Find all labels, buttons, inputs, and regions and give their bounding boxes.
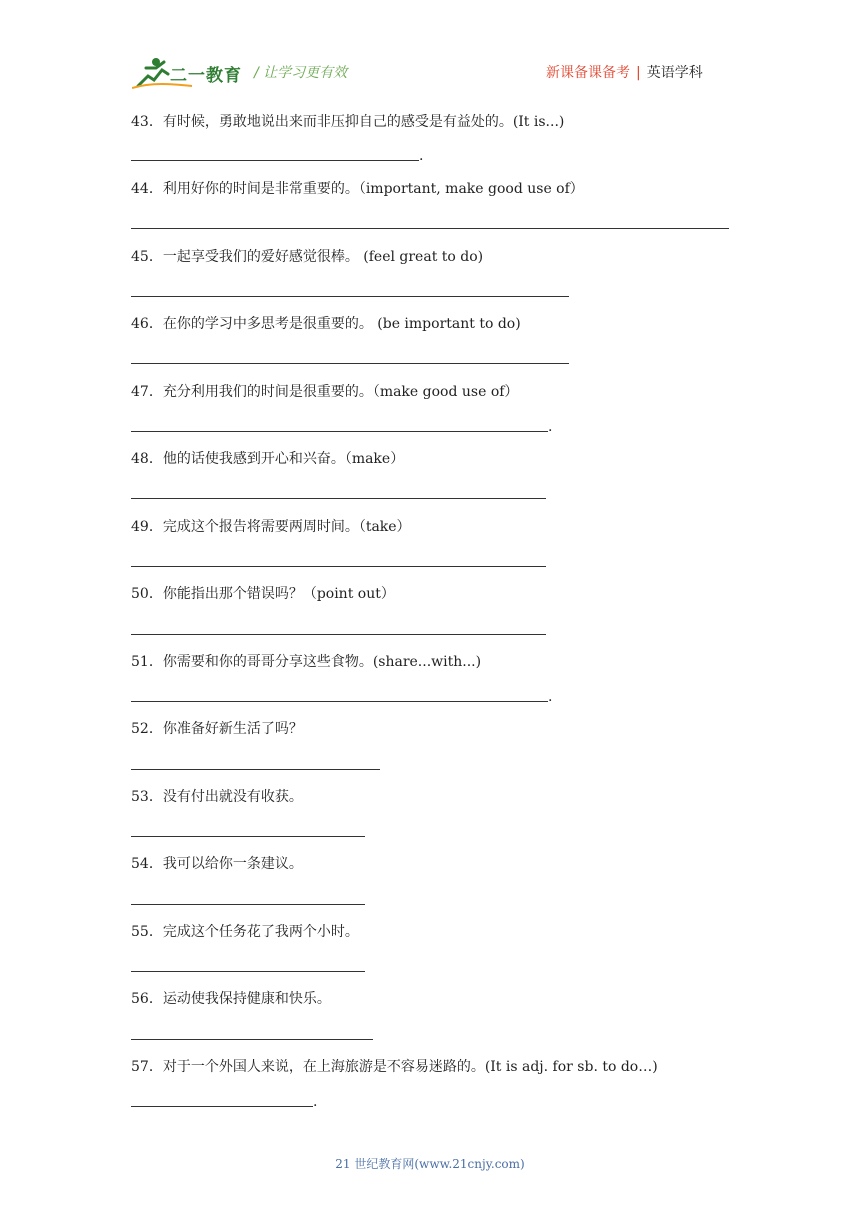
answer-line[interactable] [131,701,548,702]
question-text: 43．有时候，勇敢地说出来而非压抑自己的感受是有益处的。(It is...) [131,114,565,130]
answer-line[interactable] [131,498,546,499]
header-course-label: 新课备课备考 [546,65,630,81]
slogan: / 让学习更有效 [254,65,348,81]
question-text: 52．你准备好新生活了吗？ [131,721,303,737]
answer-line[interactable] [131,363,569,364]
answer-line[interactable] [131,566,546,567]
question-text: 49．完成这个报告将需要两周时间。（take） [131,519,411,535]
page-footer: 21 世纪教育网(www.21cnjy.com) [335,1157,525,1171]
page-header [0,0,860,100]
question-text: 55．完成这个任务花了我两个小时。 [131,924,359,940]
line-end-period: . [548,689,553,705]
question-text: 51．你需要和你的哥哥分享这些食物。(share...with...) [131,654,482,670]
answer-line[interactable] [131,296,569,297]
answer-line[interactable] [131,1106,313,1107]
line-end-period: . [419,148,424,164]
question-text: 47．充分利用我们的时间是很重要的。（make good use of） [131,384,519,400]
answer-line[interactable] [131,1039,373,1040]
answer-line[interactable] [131,160,419,161]
question-text: 56．运动使我保持健康和快乐。 [131,991,331,1007]
question-text: 46．在你的学习中多思考是很重要的。 (be important to do) [131,316,521,332]
line-end-period: . [313,1094,318,1110]
header-subject [546,62,703,82]
logo-text: 二一教育 [170,66,242,86]
question-text: 53．没有付出就没有收获。 [131,789,303,805]
question-text: 54．我可以给你一条建议。 [131,856,303,872]
answer-line[interactable] [131,228,729,229]
question-text: 50．你能指出那个错误吗？（point out） [131,586,395,602]
header-separator: | [636,65,641,81]
answer-line[interactable] [131,634,546,635]
answer-line[interactable] [131,836,365,837]
question-text: 57．对于一个外国人来说，在上海旅游是不容易迷路的。(It is adj. for sb. to do…) [131,1059,658,1075]
answer-line[interactable] [131,769,380,770]
line-end-period: . [548,419,553,435]
question-text: 44．利用好你的时间是非常重要的。（important, make good use of） [131,181,584,197]
answer-line[interactable] [131,904,365,905]
question-text: 45．一起享受我们的爱好感觉很棒。 (feel great to do) [131,249,484,265]
question-text: 48．他的话使我感到开心和兴奋。（make） [131,451,405,467]
answer-line[interactable] [131,971,365,972]
header-subject-label: 英语学科 [646,65,703,81]
answer-line[interactable] [131,431,548,432]
